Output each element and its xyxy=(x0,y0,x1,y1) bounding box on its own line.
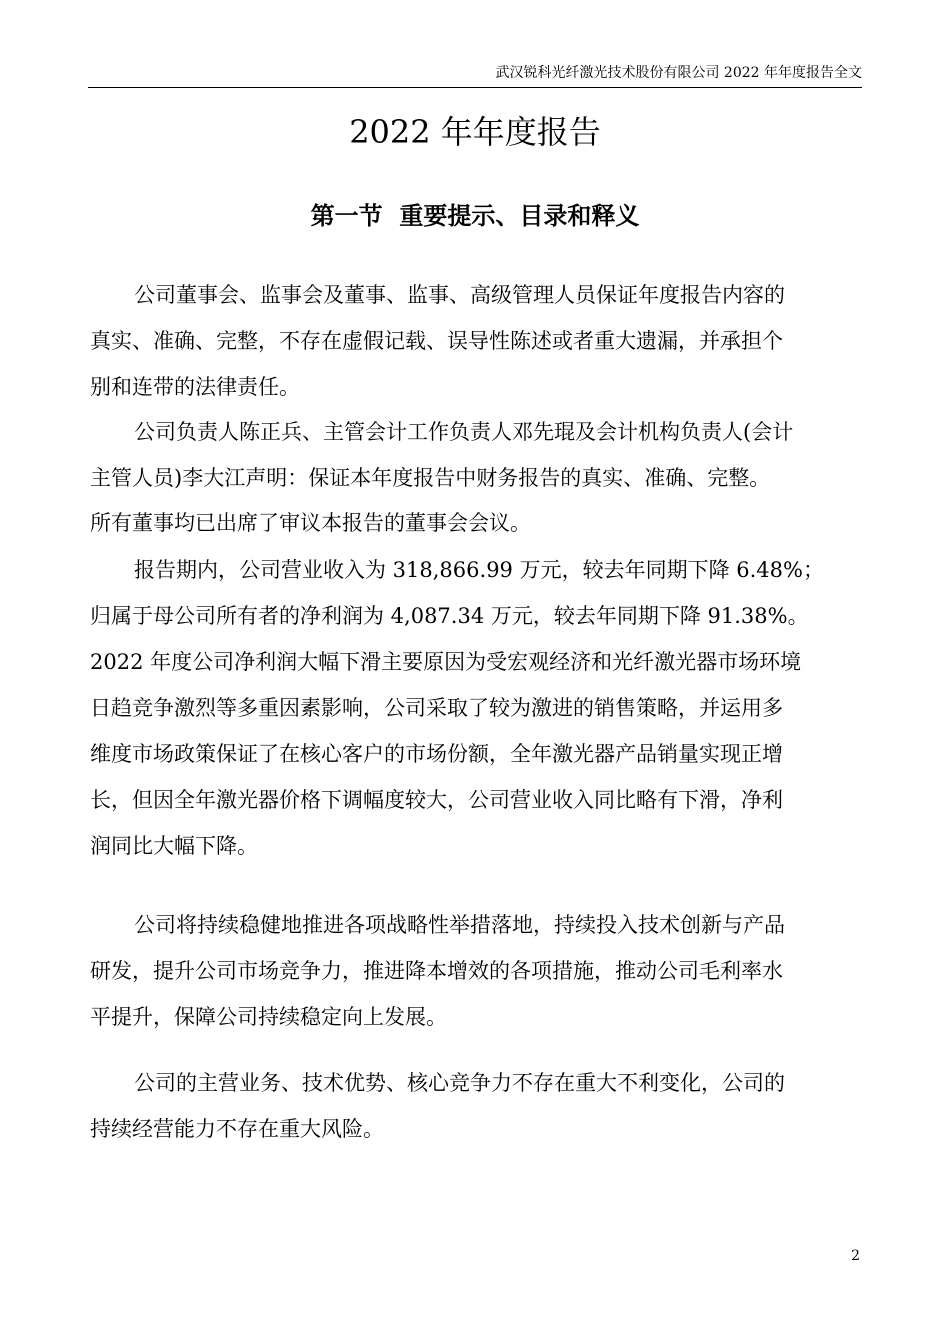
paragraph-line: 2022 年度公司净利润大幅下滑主要原因为受宏观经济和光纤激光器市场环境 xyxy=(90,650,802,674)
paragraph-line: 公司负责人陈正兵、主管会计工作负责人邓先琨及会计机构负责人(会计 xyxy=(134,420,794,444)
paragraph-strategy xyxy=(90,902,835,1040)
paragraph-line: 所有董事均已出席了审议本报告的董事会会议。 xyxy=(90,511,531,535)
paragraph-line: 维度市场政策保证了在核心客户的市场份额，全年激光器产品销量实现正增 xyxy=(90,742,783,766)
section-heading: 第一节 重要提示、目录和释义 xyxy=(310,202,640,230)
paragraph-line: 报告期内，公司营业收入为 318,866.99 万元，较去年同期下降 6.48%； xyxy=(134,558,824,582)
paragraph-line: 持续经营能力不存在重大风险。 xyxy=(90,1117,384,1141)
paragraph-line: 日趋竞争激烈等多重因素影响，公司采取了较为激进的销售策略，并运用多 xyxy=(90,696,783,720)
paragraph-line: 公司董事会、监事会及董事、监事、高级管理人员保证年度报告内容的 xyxy=(134,283,785,307)
page-number: 2 xyxy=(851,1248,860,1264)
paragraph-line: 别和连带的法律责任。 xyxy=(90,375,300,399)
paragraph-line: 润同比大幅下降。 xyxy=(90,834,258,858)
paragraph-line: 长，但因全年激光器价格下调幅度较大，公司营业收入同比略有下滑，净利 xyxy=(90,788,783,812)
paragraph-line: 公司将持续稳健地推进各项战略性举措落地，持续投入技术创新与产品 xyxy=(134,913,785,937)
paragraph-board-attendance xyxy=(90,500,835,546)
paragraph-line: 平提升，保障公司持续稳定向上发展。 xyxy=(90,1005,447,1029)
header-divider xyxy=(88,87,862,88)
paragraph-line: 公司的主营业务、技术优势、核心竞争力不存在重大不利变化，公司的 xyxy=(134,1071,785,1095)
paragraph-going-concern xyxy=(90,1060,835,1152)
document-title: 2022 年年度报告 xyxy=(349,113,601,151)
paragraph-line: 真实、准确、完整，不存在虚假记载、误导性陈述或者重大遗漏，并承担个 xyxy=(90,329,783,353)
paragraph-line: 主管人员)李大江声明：保证本年度报告中财务报告的真实、准确、完整。 xyxy=(90,466,771,490)
paragraph-line: 研发，提升公司市场竞争力，推进降本增效的各项措施，推动公司毛利率水 xyxy=(90,959,783,983)
paragraph-officers-declaration xyxy=(90,409,835,501)
paragraph-line: 归属于母公司所有者的净利润为 4,087.34 万元，较去年同期下降 91.38%。 xyxy=(90,604,809,628)
running-header: 武汉锐科光纤激光技术股份有限公司 2022 年年度报告全文 xyxy=(495,65,862,81)
paragraph-responsibility-statement xyxy=(90,272,835,410)
paragraph-financial-performance xyxy=(90,547,835,869)
